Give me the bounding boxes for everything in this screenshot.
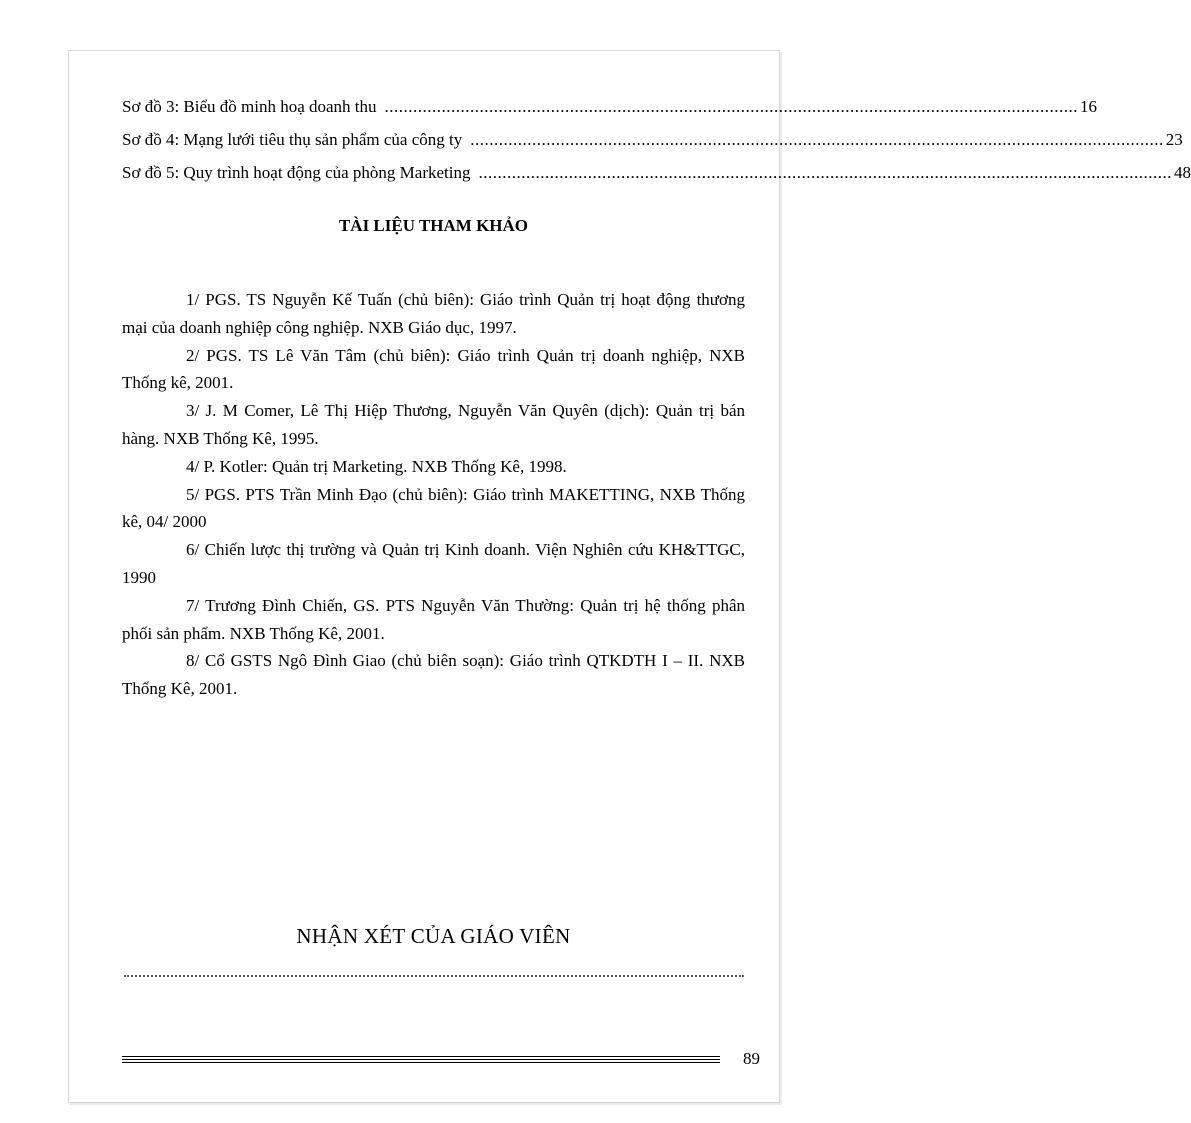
toc-entry-label: Sơ đồ 3: Biểu đồ minh hoạ doanh thu: [122, 97, 377, 116]
reference-item: 1/ PGS. TS Nguyễn Kế Tuấn (chủ biên): Giáo trình Quản trị hoạt động thương mại của doanh nghiệp công nghiệp. NXB Giáo dục, 1997.: [122, 290, 745, 337]
toc-entry: [122, 163, 1191, 183]
toc-entry-page: 23: [1165, 130, 1183, 149]
references-list: [122, 286, 745, 703]
toc-entry-label: Sơ đồ 5: Quy trình hoạt động của phòng Marketing: [122, 163, 471, 182]
footer-rule: [122, 1056, 720, 1063]
reference-item: 4/ P. Kotler: Quản trị Marketing. NXB Thống Kê, 1998.: [186, 456, 567, 476]
toc-entry-label: Sơ đồ 4: Mạng lưới tiêu thụ sản phẩm của công ty: [122, 130, 463, 149]
toc-entry-page: 16: [1080, 97, 1098, 116]
toc-leader-dots: ..................................................................................................................................................: [470, 130, 1164, 149]
reference-item: 8/ Cổ GSTS Ngô Đình Giao (chủ biên soạn): Giáo trình QTKDTH I – II. NXB Thống Kê, 2001.: [122, 651, 745, 699]
toc-entry: [122, 97, 1098, 117]
comment-dotted-line: [124, 975, 744, 977]
reference-item: 3/ J. M Comer, Lê Thị Hiệp Thương, Nguyễn Văn Quyên (dịch): Quản trị bán hàng. NXB Thống Kê, 1995.: [122, 401, 745, 448]
reference-item: 6/ Chiến lược thị trường và Quản trị Kinh doanh. Viện Nghiên cứu KH&TTGC, 1990: [122, 540, 745, 587]
page-number: 89: [743, 1049, 760, 1068]
toc-entry-page: 48: [1173, 163, 1191, 182]
reference-item: 7/ Trương Đình Chiến, GS. PTS Nguyễn Văn Thường: Quản trị hệ thống phân phối sản phẩm. NXB Thống Kê, 2001.: [122, 595, 745, 643]
reference-item: 2/ PGS. TS Lê Văn Tâm (chủ biên): Giáo trình Quản trị doanh nghiệp, NXB Thống kê, 2001.: [122, 345, 745, 393]
teacher-comment-title: NHẬN XÉT CỦA GIÁO VIÊN: [296, 924, 571, 948]
references-title: TÀI LIỆU THAM KHẢO: [338, 216, 529, 235]
toc-leader-dots: ..................................................................................................................................................: [478, 163, 1172, 182]
reference-item: 5/ PGS. PTS Trần Minh Đạo (chủ biên): Giáo trình MAKETTING, NXB Thống kê, 04/ 2000: [122, 484, 745, 532]
toc-entry: [122, 130, 1183, 150]
toc-leader-dots: ..................................................................................................................................................: [384, 97, 1079, 116]
